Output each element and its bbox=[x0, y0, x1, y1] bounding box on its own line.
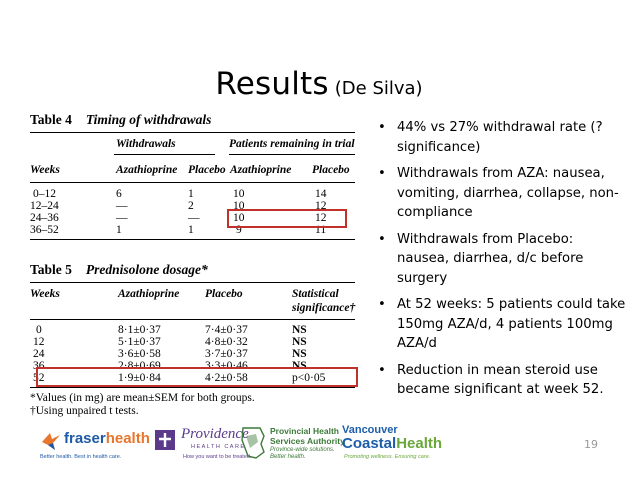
table4-cell: — bbox=[116, 200, 128, 212]
table4-cell: 9 bbox=[236, 224, 242, 236]
table4-cell: 0–12 bbox=[33, 188, 56, 200]
table5-title: Prednisolone dosage* bbox=[85, 262, 208, 277]
table4-cell: 1 bbox=[188, 224, 194, 236]
bullet-dot: • bbox=[378, 297, 386, 312]
bullet-item bbox=[376, 164, 626, 223]
table5-cell: 3·7±0·37 bbox=[205, 348, 248, 360]
vch-line2a: Coastal bbox=[342, 435, 397, 452]
table4-cell: 12 bbox=[315, 200, 327, 212]
table5-cell: 4·2±0·58 bbox=[205, 372, 248, 384]
table5-col-stat-sub: significance† bbox=[292, 302, 356, 314]
table4-cell: 6 bbox=[116, 188, 122, 200]
table4-header-rule bbox=[30, 182, 355, 183]
table4-label: Table 4 bbox=[30, 112, 72, 127]
table4-group-remaining: Patients remaining in trial bbox=[229, 138, 355, 150]
table5-cell: 24 bbox=[33, 348, 45, 360]
table5-cell: p<0·05 bbox=[292, 372, 326, 384]
vch-tagline: Promoting wellness. Ensuring care. bbox=[344, 454, 431, 460]
table5-label: Table 5 bbox=[30, 262, 72, 277]
phsa-tag2: Better health. bbox=[270, 454, 306, 460]
table5-cell: NS bbox=[292, 348, 307, 360]
table4-cell: 10 bbox=[233, 200, 245, 212]
phsa-line1: Provincial Health bbox=[270, 426, 339, 436]
table5-cell: NS bbox=[292, 324, 307, 336]
table4-top-rule bbox=[30, 132, 355, 133]
table4-cell: 24–36 bbox=[30, 212, 59, 224]
providence-crest-icon bbox=[153, 428, 177, 452]
table4-cell: 2 bbox=[188, 200, 194, 212]
page-number: 19 bbox=[584, 438, 598, 451]
table4-col-placebo-withdrawn: Placebo bbox=[188, 164, 226, 176]
slide-title bbox=[0, 66, 638, 102]
bullet-dot: • bbox=[378, 166, 386, 181]
bullet-item bbox=[376, 230, 626, 289]
table5-footnote-ttest: †Using unpaired t tests. bbox=[30, 405, 139, 417]
table5-cell: 4·8±0·32 bbox=[205, 336, 248, 348]
table5-caption bbox=[30, 262, 208, 278]
table5-cell: 8·1±0·37 bbox=[118, 324, 161, 336]
table5-cell: 52 bbox=[33, 372, 45, 384]
slide-title-source: (De Silva) bbox=[334, 78, 423, 99]
bullet-dot: • bbox=[378, 120, 386, 135]
bullet-text: 44% vs 27% withdrawal rate (?significance) bbox=[397, 120, 603, 155]
providence-tagline: How you want to be treated. bbox=[183, 454, 252, 460]
table4-cell: 12–24 bbox=[30, 200, 59, 212]
table5-header-rule bbox=[30, 319, 355, 320]
providence-sub: HEALTH CARE bbox=[191, 444, 246, 450]
table4-title: Timing of withdrawals bbox=[85, 112, 212, 127]
bullet-text: Withdrawals from Placebo: nausea, diarrhea, d/c before surgery bbox=[397, 231, 584, 286]
bullet-text: Withdrawals from AZA: nausea, vomiting, diarrhea, collapse, non-compliance bbox=[397, 166, 619, 220]
phsa-line2: Services Authority bbox=[270, 436, 345, 446]
bullet-list bbox=[376, 118, 626, 407]
fraser-tagline: Better health. Best in health care. bbox=[40, 454, 122, 460]
bullet-text: At 52 weeks: 5 patients could take 150mg AZA/d, 4 patients 100mg AZA/d bbox=[397, 297, 626, 351]
table5-cell: 2·8±0·69 bbox=[118, 360, 161, 372]
table5-col-placebo: Placebo bbox=[205, 288, 243, 300]
bullet-dot: • bbox=[378, 231, 386, 247]
table4-group-rule-right bbox=[229, 154, 355, 155]
table5-cell: 0 bbox=[36, 324, 42, 336]
bullet-item bbox=[376, 118, 626, 157]
bullet-item bbox=[376, 361, 626, 400]
table4-cell: 12 bbox=[315, 212, 327, 224]
providence-name: Providence bbox=[181, 426, 249, 442]
table4-col-weeks: Weeks bbox=[30, 164, 60, 176]
footer-logos bbox=[40, 420, 600, 466]
table4-cell: 10 bbox=[233, 188, 245, 200]
bullet-item bbox=[376, 295, 626, 354]
bullet-dot: • bbox=[378, 362, 386, 378]
table5-cell: 36 bbox=[33, 360, 45, 372]
table4-col-aza-withdrawn: Azathioprine bbox=[116, 164, 178, 176]
table5-cell: 5·1±0·37 bbox=[118, 336, 161, 348]
table5-cell: NS bbox=[292, 360, 307, 372]
table4-col-placebo-remaining: Placebo bbox=[312, 164, 350, 176]
table5-cell: 1·9±0·84 bbox=[118, 372, 161, 384]
fraser-name-a: fraser bbox=[64, 430, 106, 447]
table4-group-rule-left bbox=[114, 154, 215, 155]
table5-col-weeks: Weeks bbox=[30, 288, 60, 300]
table4-cell: 11 bbox=[315, 224, 327, 236]
table4-cell: 1 bbox=[116, 224, 122, 236]
bullet-text: Reduction in mean steroid use became significant at week 52. bbox=[397, 362, 604, 397]
fraser-health-mark-icon bbox=[40, 430, 62, 452]
table5-cell: 12 bbox=[33, 336, 45, 348]
table5-cell: NS bbox=[292, 336, 307, 348]
table4-bottom-rule bbox=[30, 239, 355, 240]
vch-line2b: Health bbox=[396, 435, 443, 452]
fraser-name-b: health bbox=[105, 430, 150, 447]
table5-top-rule bbox=[30, 282, 355, 283]
table5-footnote-values: *Values (in mg) are mean±SEM for both groups. bbox=[30, 392, 255, 404]
table4-group-withdrawals: Withdrawals bbox=[116, 138, 176, 150]
table5-cell: 3·6±0·58 bbox=[118, 348, 161, 360]
vch-line1: Vancouver bbox=[342, 424, 398, 436]
table5-cell: 7·4±0·37 bbox=[205, 324, 248, 336]
table4-cell: 1 bbox=[188, 188, 194, 200]
highlight-box-table5 bbox=[36, 367, 358, 387]
table4-cell: 14 bbox=[315, 188, 327, 200]
table5-cell: 3·3±0·46 bbox=[205, 360, 248, 372]
highlight-box-table4 bbox=[227, 209, 347, 228]
table4-cell: — bbox=[188, 212, 200, 224]
phsa-tag1: Province-wide solutions. bbox=[270, 447, 335, 453]
table5-col-aza: Azathioprine bbox=[118, 288, 180, 300]
table5-col-stat: Statistical bbox=[292, 288, 339, 300]
table4-cell: — bbox=[116, 212, 128, 224]
table4-cell: 36–52 bbox=[30, 224, 59, 236]
table5-bottom-rule bbox=[30, 387, 355, 388]
bc-map-icon bbox=[240, 426, 266, 460]
table4-caption bbox=[30, 112, 211, 128]
slide-title-main: Results bbox=[215, 66, 329, 102]
table4-cell: 10 bbox=[233, 212, 245, 224]
table4-col-aza-remaining: Azathioprine bbox=[230, 164, 292, 176]
